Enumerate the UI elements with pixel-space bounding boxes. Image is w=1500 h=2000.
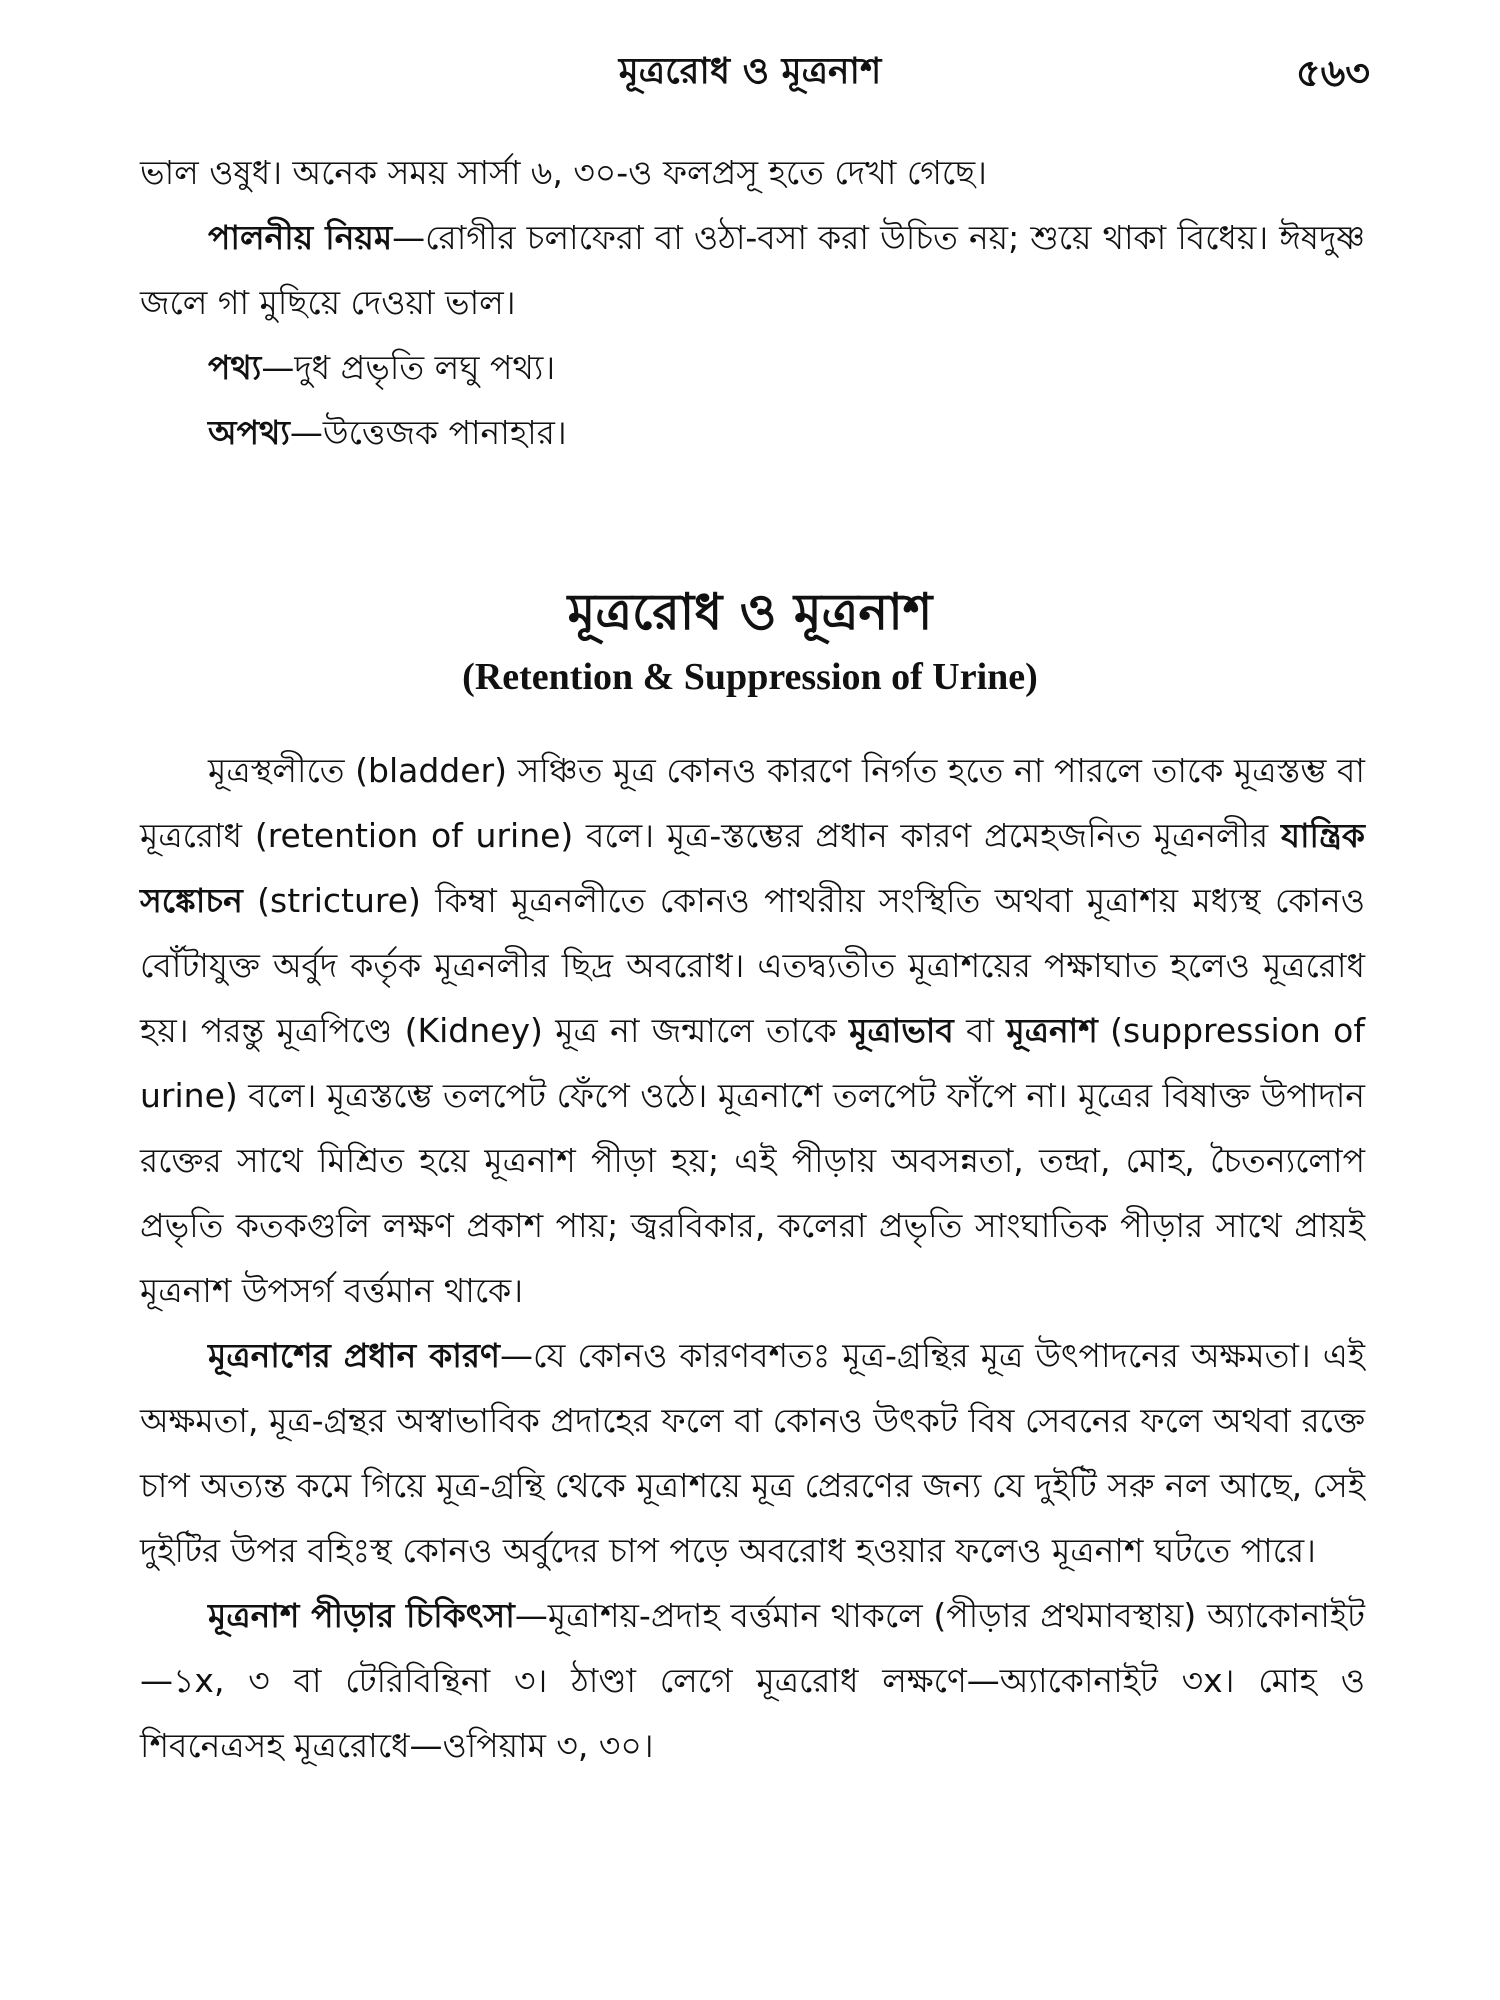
running-title: মূত্ররোধ ও মূত্রনাশ: [618, 51, 882, 92]
intro-bold-1: যান্ত্রিক সঙ্কোচন: [140, 816, 1365, 920]
rules-text: —রোগীর চলাফেরা বা ওঠা-বসা করা উচিত নয়; শুয়ে থাকা বিধেয়। ঈষদুষ্ণ জলে গা মুছিয়ে দেওয়া ভাল।: [140, 218, 1365, 322]
intro-text-2: (stricture) কিম্বা মূত্রনলীতে কোনও পাথরীয় সংস্থিতি অথবা মূত্রাশয় মধ্যস্থ কোনও বোঁটাযুক্ত অর্বুদ কর্তৃক মূত্রনলীর ছিদ্র অবরোধ। এতদ্ব্যতীত মূত্রাশয়ের পক্ষাঘাত হলেও মূত্ররোধ হয়। পরন্তু মূত্রপিণ্ডে (Kidney) মূত্র না জন্মালে তাকে: [140, 881, 1365, 1050]
diet-label: পথ্য: [208, 348, 262, 387]
page-number: ৫৬৩: [1295, 51, 1370, 95]
diet-text: —দুধ প্রভৃতি লঘু পথ্য।: [261, 348, 556, 387]
intro-paragraph: [140, 738, 1365, 1323]
treatment-label: মূত্রনাশ পীড়ার চিকিৎসা: [208, 1596, 515, 1635]
top-section: [140, 140, 1365, 465]
avoid-label: অপথ্য: [208, 413, 290, 452]
intro-text-3: বা: [953, 1011, 1007, 1050]
continuation-paragraph: ভাল ওষুধ। অনেক সময় সার্সা ৬, ৩০-ও ফলপ্রসূ হতে দেখা গেছে।: [140, 153, 987, 192]
intro-text-1: মূত্রস্থলীতে (bladder) সঞ্চিত মূত্র কোনও কারণে নির্গত হতে না পারলে তাকে মূত্রস্তম্ভ বা মূত্ররোধ (retention of urine) বলে। মূত্র-স্তম্ভের প্রধান কারণ প্রমেহজনিত মূত্রনলীর: [140, 751, 1365, 855]
intro-bold-3: মূত্রনাশ: [1006, 1011, 1098, 1050]
cause-label: মূত্রনাশের প্রধান কারণ: [208, 1336, 500, 1375]
section-heading: মূত্ররোধ ও মূত্রনাশ: [567, 583, 933, 641]
cause-text: —যে কোনও কারণবশতঃ মূত্র-গ্রন্থির মূত্র উৎপাদনের অক্ষমতা। এই অক্ষমতা, মূত্র-গ্রন্থর অস্বাভাবিক প্রদাহের ফলে বা কোনও উৎকট বিষ সেবনের ফলে অথবা রক্তে চাপ অত্যন্ত কমে গিয়ে মূত্র-গ্রন্থি থেকে মূত্রাশয়ে মূত্র প্রেরণের জন্য যে দুইটি সরু নল আছে, সেই দুইটির উপর বহিঃস্থ কোনও অর্বুদের চাপ পড়ে অবরোধ হওয়ার ফলেও মূত্রনাশ ঘটতে পারে।: [140, 1336, 1365, 1570]
running-head: [0, 38, 1500, 98]
rules-label: পালনীয় নিয়ম: [208, 218, 393, 257]
rules-paragraph: [140, 205, 1365, 335]
cause-paragraph: [140, 1323, 1365, 1583]
intro-bold-2: মূত্রাভাব: [849, 1011, 954, 1050]
main-section: [140, 738, 1365, 1778]
avoid-paragraph: [140, 400, 1365, 465]
section-subheading: (Retention & Suppression of Urine): [462, 656, 1038, 698]
diet-paragraph: [140, 335, 1365, 400]
treatment-paragraph: [140, 1583, 1365, 1778]
intro-text-4: (suppression of urine) বলে। মূত্রস্তম্ভে তলপেট ফেঁপে ওঠে। মূত্রনাশে তলপেট ফাঁপে না। মূত্রের বিষাক্ত উপাদান রক্তের সাথে মিশ্রিত হয়ে মূত্রনাশ পীড়া হয়; এই পীড়ায় অবসন্নতা, তন্দ্রা, মোহ, চৈতন্যলোপ প্রভৃতি কতকগুলি লক্ষণ প্রকাশ পায়; জ্বরবিকার, কলেরা প্রভৃতি সাংঘাতিক পীড়ার সাথে প্রায়ই মূত্রনাশ উপসর্গ বর্ত্তমান থাকে।: [140, 1011, 1365, 1310]
treatment-text: —মূত্রাশয়-প্রদাহ বর্ত্তমান থাকলে (পীড়ার প্রথমাবস্থায়) অ্যাকোনাইট—১x, ৩ বা টেরিবিন্থিনা ৩। ঠাণ্ডা লেগে মূত্ররোধ লক্ষণে—অ্যাকোনাইট ৩x। মোহ ও শিবনেত্রসহ মূত্ররোধে—ওপিয়াম ৩, ৩০।: [140, 1596, 1366, 1765]
avoid-text: —উত্তেজক পানাহার।: [289, 413, 567, 452]
